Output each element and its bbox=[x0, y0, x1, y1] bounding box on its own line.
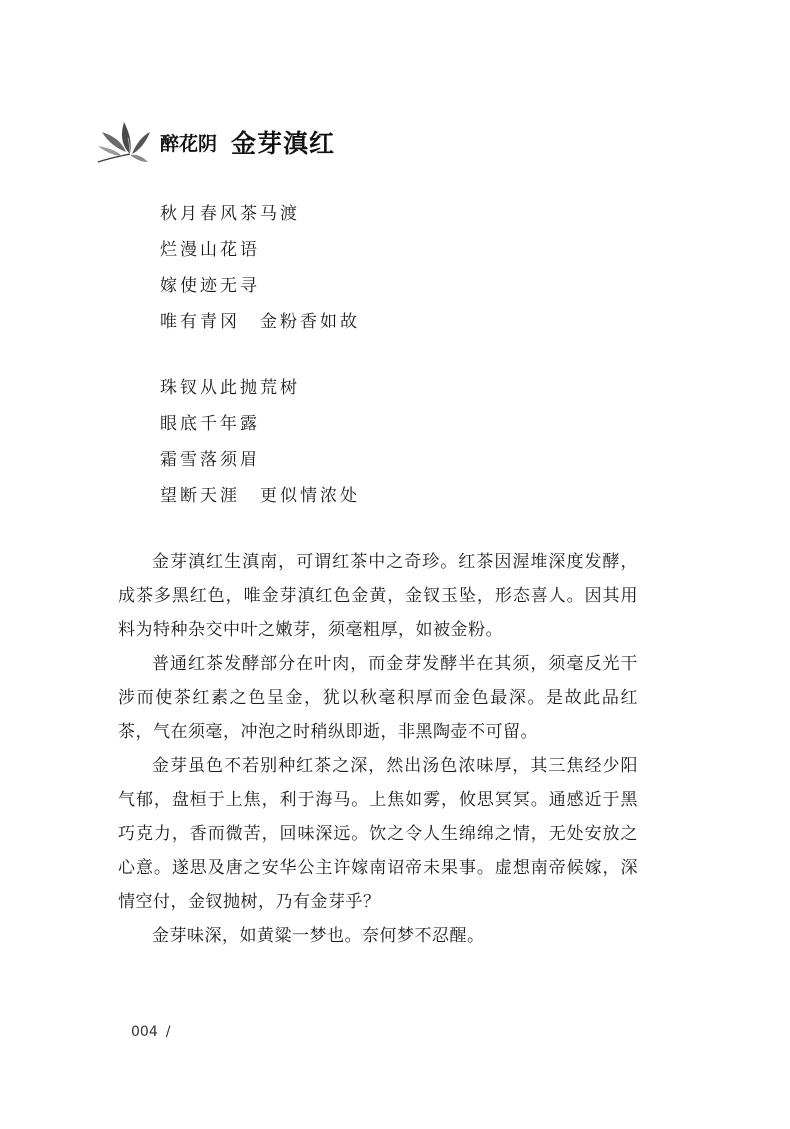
tea-leaf-icon bbox=[92, 112, 154, 172]
paragraph: 金芽味深，如黄粱一梦也。奈何梦不忍醒。 bbox=[152, 926, 485, 946]
page-title: 金芽滇红 bbox=[231, 129, 336, 158]
subtitle: 醉花阴 bbox=[160, 132, 218, 155]
poem-line: 珠钗从此抛荒树 bbox=[160, 378, 300, 398]
page-separator: / bbox=[165, 1024, 171, 1040]
page-number: 004 bbox=[131, 1024, 158, 1040]
poem-line: 嫁使迹无寻 bbox=[160, 276, 260, 296]
page-footer bbox=[131, 1024, 170, 1040]
poem-line: 秋月春风茶马渡 bbox=[160, 204, 300, 224]
prose-body bbox=[118, 545, 638, 953]
chapter-heading bbox=[92, 112, 335, 172]
poem-line: 烂漫山花语 bbox=[160, 240, 260, 260]
paragraph: 金芽虽色不若别种红茶之深，然出汤色浓味厚，其三焦经少阳气郁，盘桓于上焦，利于海马。上焦如雾，攸思冥冥。通感近于黑巧克力，香而微苦，回味深远。饮之令人生绵绵之情，无处安放之心意。遂思及唐之安华公主许嫁南诏帝未果事。虚想南帝候嫁，深情空付，金钗抛树，乃有金芽乎？ bbox=[118, 756, 638, 912]
poem-stanza-2 bbox=[160, 370, 560, 514]
poem-line: 望断天涯 更似情浓处 bbox=[160, 486, 360, 506]
poem-line: 霜雪落须眉 bbox=[160, 450, 260, 470]
poem-line: 眼底千年露 bbox=[160, 414, 260, 434]
poem-line: 唯有青冈 金粉香如故 bbox=[160, 312, 360, 332]
paragraph: 普通红茶发酵部分在叶肉，而金芽发酵半在其须，须毫反光干涉而使茶红素之色呈金，犹以秋毫积厚而金色最深。是故此品红茶，气在须毫，冲泡之时稍纵即逝，非黑陶壶不可留。 bbox=[118, 654, 638, 742]
poem-stanza-1 bbox=[160, 196, 560, 340]
paragraph: 金芽滇红生滇南，可谓红茶中之奇珍。红茶因渥堆深度发酵，成茶多黑红色，唯金芽滇红色金黄，金钗玉坠，形态喜人。因其用料为特种杂交中叶之嫩芽，须毫粗厚，如被金粉。 bbox=[118, 552, 638, 640]
